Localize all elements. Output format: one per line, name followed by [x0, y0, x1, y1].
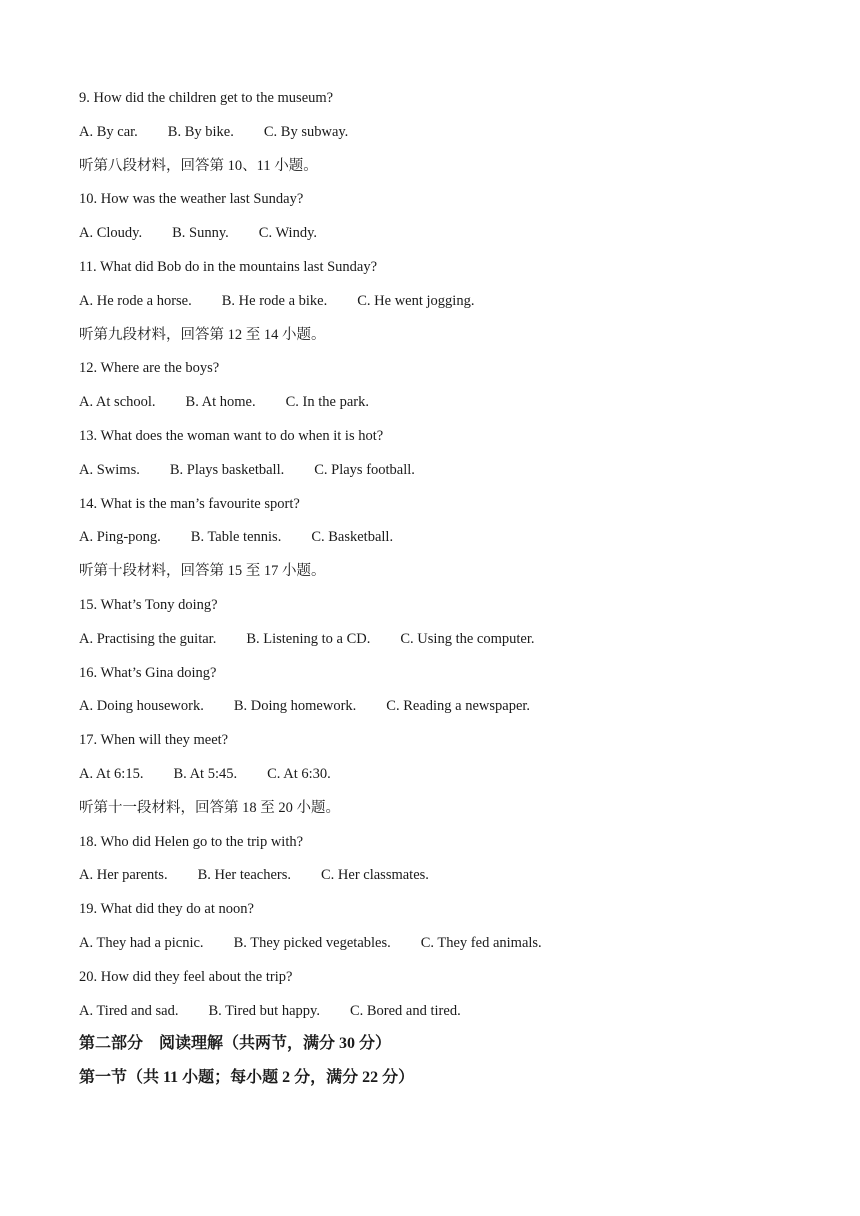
answer-options: [79, 865, 429, 885]
option-c: C. Plays football.: [314, 461, 415, 478]
question-text: 16. What’s Gina doing?: [79, 664, 217, 681]
option-c: C. Reading a newspaper.: [386, 698, 531, 715]
option-a: A. Ping-pong.: [79, 529, 161, 546]
option-b: B. Table tennis.: [190, 529, 282, 546]
answer-options: [79, 392, 369, 412]
section-instruction: 听第十段材料，回答第 15 至 17 小题。: [79, 563, 326, 580]
question-text: 18. Who did Helen go to the trip with?: [79, 833, 304, 850]
answer-options: [79, 460, 415, 480]
question-text: 17. When will they meet?: [79, 732, 229, 749]
answer-options: [79, 629, 535, 649]
option-a: A. He rode a horse.: [79, 292, 192, 309]
question-text: 9. How did the children get to the museum?: [79, 90, 334, 106]
section-heading: 第二部分 阅读理解（共两节，满分 30 分）: [79, 1035, 392, 1053]
section-instruction: 听第九段材料，回答第 12 至 14 小题。: [79, 326, 326, 343]
question-text: 12. Where are the boys?: [79, 360, 220, 377]
option-b: B. By bike.: [167, 123, 234, 140]
option-b: B. Sunny.: [172, 225, 229, 242]
question-text: 14. What is the man’s favourite sport?: [79, 495, 300, 512]
answer-options: [79, 122, 348, 142]
option-b: B. Plays basketball.: [169, 461, 285, 478]
option-a: A. Cloudy.: [79, 225, 143, 242]
option-a: A. At 6:15.: [79, 766, 144, 782]
question-text: 11. What did Bob do in the mountains last Sunday?: [79, 259, 378, 275]
option-a: A. Tired and sad.: [79, 1002, 179, 1019]
option-c: C. Using the computer.: [400, 630, 535, 647]
question-text: 15. What’s Tony doing?: [79, 597, 218, 613]
option-a: A. Swims.: [79, 461, 140, 478]
question-text: 19. What did they do at noon?: [79, 901, 254, 918]
option-a: A. At school.: [79, 394, 156, 411]
option-c: C. By subway.: [263, 123, 349, 140]
option-c: C. He went jogging.: [357, 292, 475, 309]
option-b: B. Doing homework.: [233, 698, 357, 715]
question-text: 10. How was the weather last Sunday?: [79, 191, 304, 208]
answer-options: [79, 291, 474, 311]
answer-options: [79, 1001, 461, 1021]
option-a: A. Practising the guitar.: [79, 630, 217, 647]
question-text: 13. What does the woman want to do when it is hot?: [79, 428, 384, 444]
section-instruction: 听第八段材料，回答第 10、11 小题。: [79, 157, 318, 174]
option-b: B. Her teachers.: [197, 867, 291, 884]
answer-options: [79, 764, 331, 784]
section-heading: 第一节（共 11 小题；每小题 2 分，满分 22 分）: [79, 1069, 415, 1087]
option-c: C. Bored and tired.: [349, 1002, 461, 1019]
option-b: B. He rode a bike.: [221, 292, 328, 309]
answer-options: [79, 527, 393, 547]
answer-options: [79, 696, 530, 716]
option-c: C. Her classmates.: [321, 867, 429, 884]
question-text: 20. How did they feel about the trip?: [79, 968, 293, 985]
answer-options: [79, 223, 317, 243]
option-c: C. Windy.: [258, 225, 318, 242]
option-b: B. At 5:45.: [173, 766, 238, 782]
option-a: A. They had a picnic.: [79, 935, 204, 951]
section-instruction: 听第十一段材料，回答第 18 至 20 小题。: [79, 799, 340, 816]
option-b: B. Listening to a CD.: [246, 630, 371, 647]
option-b: B. Tired but happy.: [208, 1002, 320, 1019]
option-c: C. At 6:30.: [267, 766, 331, 782]
option-b: B. At home.: [185, 394, 256, 411]
option-b: B. They picked vegetables.: [233, 935, 391, 951]
option-c: C. In the park.: [285, 394, 369, 411]
option-a: A. Her parents.: [79, 867, 168, 884]
option-c: C. Basketball.: [311, 529, 394, 546]
option-a: A. Doing housework.: [79, 698, 204, 715]
answer-options: [79, 933, 542, 953]
option-a: A. By car.: [79, 123, 138, 140]
option-c: C. They fed animals.: [420, 935, 542, 951]
